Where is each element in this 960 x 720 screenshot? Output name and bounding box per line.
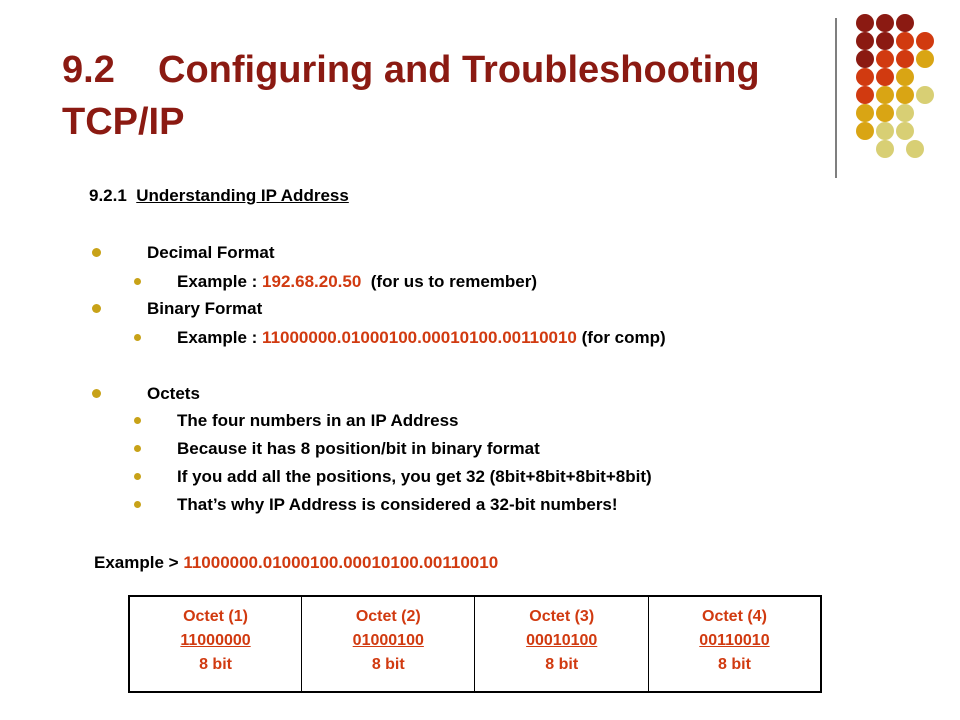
sub-bullet-octet-point	[177, 495, 618, 515]
decor-dot	[876, 122, 894, 140]
octet-cell	[475, 596, 648, 692]
decor-dot	[876, 104, 894, 122]
example-prefix: Example :	[177, 272, 263, 291]
sub-bullet-binary-example	[177, 328, 666, 348]
section-title: Understanding IP Address	[136, 186, 349, 205]
octet-cell	[302, 596, 475, 692]
sub-bullet-octet-point	[177, 467, 652, 487]
example-value: 192.68.20.50	[262, 272, 362, 291]
bullet-dot	[134, 417, 141, 424]
example-prefix: Example :	[177, 328, 263, 347]
decor-dot	[916, 50, 934, 68]
decor-dot	[856, 68, 874, 86]
decor-dot	[916, 32, 934, 50]
decor-dot	[876, 50, 894, 68]
octet-bits: 8 bit	[718, 656, 751, 673]
section-number: 9.2.1	[89, 186, 127, 205]
sub-bullet-octet-point	[177, 411, 459, 431]
bullet-text: That’s why IP Address is considered a 32-bit numbers!	[177, 495, 618, 514]
sub-bullet-octet-point	[177, 439, 540, 459]
octet-label: Octet (1)	[183, 608, 248, 625]
sub-bullet-decimal-example	[177, 272, 537, 292]
decor-dot	[856, 86, 874, 104]
bullet-text: Binary Format	[147, 299, 263, 318]
decor-dot	[856, 122, 874, 140]
bullet-dot	[92, 304, 101, 313]
decor-dot	[876, 14, 894, 32]
bullet-dot	[92, 248, 101, 257]
title-text: Configuring and Troubleshooting TCP/IP	[62, 49, 760, 143]
octet-bits: 8 bit	[199, 656, 232, 673]
bullet-dot	[134, 445, 141, 452]
decor-dot	[896, 14, 914, 32]
octet-bits: 8 bit	[371, 656, 405, 673]
octet-label: Octet (3)	[529, 608, 595, 625]
octet-cell	[648, 596, 821, 692]
octet-label: Octet (4)	[702, 608, 767, 625]
section-heading	[89, 186, 349, 206]
bullet-text: Octets	[147, 384, 200, 403]
bullet-text: The four numbers in an IP Address	[177, 411, 459, 430]
bullet-text: Because it has 8 position/bit in binary format	[177, 439, 540, 458]
bullet-dot	[134, 473, 141, 480]
bullet-binary-format	[147, 299, 262, 319]
decor-dot	[896, 50, 914, 68]
example-line-value: 11000000.01000100.00010100.00110010	[183, 553, 499, 572]
decorative-dot-grid	[0, 0, 960, 200]
example-suffix: (for comp)	[581, 328, 666, 347]
decor-dot	[896, 86, 914, 104]
bullet-dot	[134, 501, 141, 508]
decor-dot	[916, 86, 934, 104]
decor-dot	[876, 68, 894, 86]
example-value: 11000000.01000100.00010100.00110010	[262, 328, 577, 347]
decor-dot	[896, 32, 914, 50]
bullet-text: Decimal Format	[147, 243, 275, 262]
bullet-dot	[134, 278, 141, 285]
bullet-octets	[147, 384, 200, 404]
bullet-dot	[92, 389, 101, 398]
example-line	[94, 553, 498, 573]
octet-cell	[129, 596, 302, 692]
octet-bits: 8 bit	[545, 656, 579, 673]
octet-table	[128, 595, 822, 693]
decor-dot	[876, 32, 894, 50]
decor-dot	[856, 50, 874, 68]
example-suffix: (for us to remember)	[370, 272, 538, 291]
octet-binary: 00110010	[699, 632, 770, 649]
decor-dot	[896, 68, 914, 86]
table-row	[129, 596, 821, 692]
title-number: 9.2	[62, 49, 115, 91]
octet-label: Octet (2)	[355, 608, 421, 625]
decor-dot	[876, 140, 894, 158]
bullet-dot	[134, 334, 141, 341]
decor-dot	[856, 32, 874, 50]
decor-dot	[876, 86, 894, 104]
decor-dot	[856, 14, 874, 32]
octet-binary: 01000100	[352, 632, 424, 649]
decor-dot	[896, 122, 914, 140]
decor-dot	[856, 104, 874, 122]
octet-binary: 11000000	[180, 632, 251, 649]
bullet-text: If you add all the positions, you get 32 (8bit+8bit+8bit+8bit)	[177, 467, 652, 486]
decor-dot	[896, 104, 914, 122]
bullet-decimal-format	[147, 243, 275, 263]
example-line-prefix: Example >	[94, 553, 184, 572]
octet-binary: 00010100	[526, 632, 598, 649]
decor-dot	[906, 140, 924, 158]
